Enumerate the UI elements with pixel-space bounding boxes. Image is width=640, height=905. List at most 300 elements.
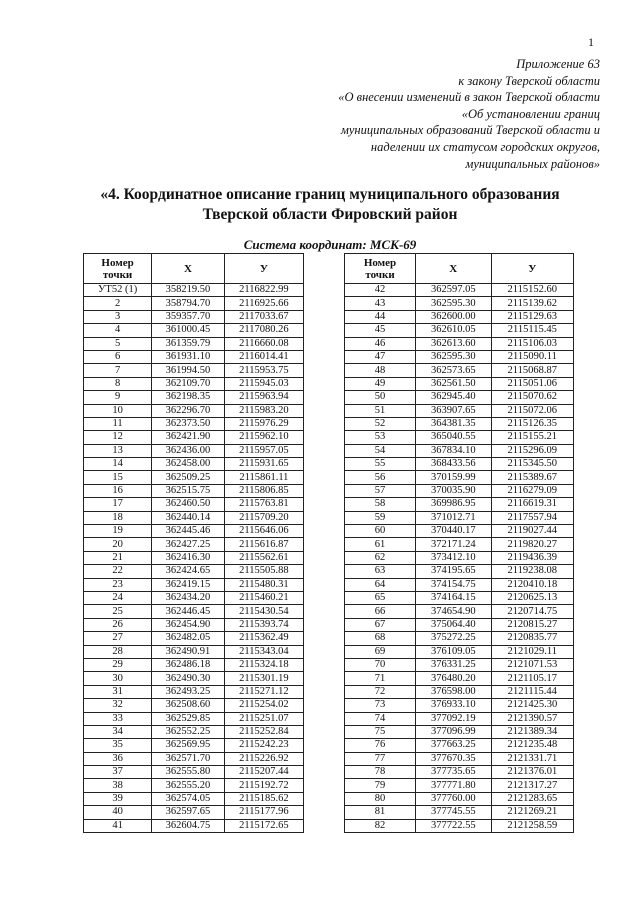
cell-x: 377663.25 [415, 739, 491, 752]
cell-x: 370035.90 [415, 484, 491, 497]
cell-y: 2115963.94 [224, 391, 303, 404]
table-header-row [84, 254, 304, 284]
appendix-line: муниципальных образований Тверской области и [340, 123, 600, 138]
cell-point-number: 68 [345, 632, 416, 645]
cell-point-number: 55 [345, 458, 416, 471]
cell-x: 362440.14 [152, 511, 225, 524]
cell-y: 2115976.29 [224, 417, 303, 430]
cell-x: 362446.45 [152, 605, 225, 618]
cell-x: 362427.25 [152, 538, 225, 551]
cell-y: 2116660.08 [224, 337, 303, 350]
cell-point-number: 61 [345, 538, 416, 551]
table-row [84, 819, 304, 832]
cell-point-number: 73 [345, 699, 416, 712]
cell-point-number: 34 [84, 725, 152, 738]
table-row [84, 739, 304, 752]
table-row [345, 578, 574, 591]
cell-x: 362421.90 [152, 431, 225, 444]
cell-y: 2115177.96 [224, 806, 303, 819]
cell-y: 2115152.60 [491, 284, 573, 297]
header-x: X [152, 254, 225, 284]
table-row [345, 391, 574, 404]
cell-point-number: 62 [345, 551, 416, 564]
table-body [84, 284, 304, 833]
table-row [345, 766, 574, 779]
cell-x: 362561.50 [415, 377, 491, 390]
cell-x: 362574.05 [152, 792, 225, 805]
cell-point-number: 54 [345, 444, 416, 457]
table-row [84, 337, 304, 350]
header-number-line: Номер [363, 256, 397, 269]
cell-y: 2115185.62 [224, 792, 303, 805]
cell-x: 362486.18 [152, 658, 225, 671]
table-row [84, 725, 304, 738]
cell-point-number: 82 [345, 819, 416, 832]
cell-x: 358794.70 [152, 297, 225, 310]
cell-x: 362610.05 [415, 324, 491, 337]
cell-point-number: 52 [345, 417, 416, 430]
cell-y: 2119027.44 [491, 525, 573, 538]
cell-point-number: 48 [345, 364, 416, 377]
cell-x: 361359.79 [152, 337, 225, 350]
appendix-line: наделении их статусом городских округов, [370, 139, 600, 154]
header-y: У [224, 254, 303, 284]
cell-y: 2120625.13 [491, 591, 573, 604]
table-row [345, 618, 574, 631]
cell-x: 369986.95 [415, 498, 491, 511]
cell-y: 2115271.12 [224, 685, 303, 698]
page-number: 1 [588, 35, 594, 49]
cell-point-number: 38 [84, 779, 152, 792]
cell-y: 2115139.62 [491, 297, 573, 310]
cell-point-number: 43 [345, 297, 416, 310]
cell-y: 2115226.92 [224, 752, 303, 765]
table-row [345, 417, 574, 430]
cell-point-number: 77 [345, 752, 416, 765]
cell-y: 2121029.11 [491, 645, 573, 658]
cell-y: 2115252.84 [224, 725, 303, 738]
appendix-line: «О внесении изменений в закон Тверской области [338, 90, 600, 105]
cell-point-number: 46 [345, 337, 416, 350]
cell-x: 365040.55 [415, 431, 491, 444]
cell-point-number: 8 [84, 377, 152, 390]
cell-point-number: 9 [84, 391, 152, 404]
cell-y: 2115172.65 [224, 819, 303, 832]
cell-point-number: 78 [345, 766, 416, 779]
cell-y: 2115072.06 [491, 404, 573, 417]
table-row [345, 471, 574, 484]
table-row [84, 444, 304, 457]
cell-y: 2115192.72 [224, 779, 303, 792]
cell-x: 374154.75 [415, 578, 491, 591]
table-row [84, 792, 304, 805]
table-row [84, 498, 304, 511]
cell-point-number: 27 [84, 632, 152, 645]
cell-x: 374195.65 [415, 565, 491, 578]
table-row [84, 565, 304, 578]
table-row [84, 431, 304, 444]
cell-point-number: 53 [345, 431, 416, 444]
cell-x: 362597.65 [152, 806, 225, 819]
header-x: X [415, 254, 491, 284]
table-row [84, 618, 304, 631]
cell-x: 376933.10 [415, 699, 491, 712]
cell-y: 2121390.57 [491, 712, 573, 725]
table-row [345, 645, 574, 658]
cell-x: 376331.25 [415, 658, 491, 671]
cell-y: 2115763.81 [224, 498, 303, 511]
header-number-line: точки [365, 268, 395, 281]
cell-y: 2115393.74 [224, 618, 303, 631]
coordinates-table-right [344, 253, 574, 833]
cell-x: 377760.00 [415, 792, 491, 805]
cell-y: 2119436.39 [491, 551, 573, 564]
cell-y: 2121425.30 [491, 699, 573, 712]
cell-y: 2115953.75 [224, 364, 303, 377]
cell-x: 362419.15 [152, 578, 225, 591]
cell-point-number: 14 [84, 458, 152, 471]
cell-x: 377092.19 [415, 712, 491, 725]
cell-y: 2115129.63 [491, 310, 573, 323]
cell-point-number: 59 [345, 511, 416, 524]
table-row [84, 284, 304, 297]
table-row [345, 444, 574, 457]
cell-x: 368433.56 [415, 458, 491, 471]
cell-x: 362493.25 [152, 685, 225, 698]
cell-point-number: 4 [84, 324, 152, 337]
cell-y: 2115957.05 [224, 444, 303, 457]
cell-y: 2115460.21 [224, 591, 303, 604]
cell-point-number: 37 [84, 766, 152, 779]
table-row [84, 417, 304, 430]
cell-point-number: 47 [345, 350, 416, 363]
cell-x: 362509.25 [152, 471, 225, 484]
cell-x: 362573.65 [415, 364, 491, 377]
cell-point-number: 60 [345, 525, 416, 538]
cell-point-number: 63 [345, 565, 416, 578]
table-row [84, 525, 304, 538]
cell-y: 2115562.61 [224, 551, 303, 564]
cell-point-number: 72 [345, 685, 416, 698]
table-row [345, 739, 574, 752]
cell-point-number: 23 [84, 578, 152, 591]
cell-x: 362595.30 [415, 297, 491, 310]
cell-y: 2120410.18 [491, 578, 573, 591]
cell-y: 2115616.87 [224, 538, 303, 551]
cell-point-number: 71 [345, 672, 416, 685]
cell-point-number: 28 [84, 645, 152, 658]
table-row [345, 324, 574, 337]
cell-point-number: 13 [84, 444, 152, 457]
cell-x: 375064.40 [415, 618, 491, 631]
cell-point-number: 2 [84, 297, 152, 310]
cell-y: 2121071.53 [491, 658, 573, 671]
cell-x: 372171.24 [415, 538, 491, 551]
cell-point-number: 64 [345, 578, 416, 591]
table-row [84, 350, 304, 363]
cell-y: 2115296.09 [491, 444, 573, 457]
cell-y: 2115324.18 [224, 658, 303, 671]
table-row [84, 591, 304, 604]
cell-x: 362529.85 [152, 712, 225, 725]
cell-x: 367834.10 [415, 444, 491, 457]
cell-y: 2115709.20 [224, 511, 303, 524]
cell-x: 362458.00 [152, 458, 225, 471]
cell-x: 373412.10 [415, 551, 491, 564]
cell-y: 2115242.23 [224, 739, 303, 752]
table-row [84, 484, 304, 497]
table-row [345, 632, 574, 645]
cell-y: 2117557.94 [491, 511, 573, 524]
cell-point-number: 44 [345, 310, 416, 323]
cell-x: 374164.15 [415, 591, 491, 604]
coordinates-table-left [83, 253, 304, 833]
cell-x: 364381.35 [415, 417, 491, 430]
cell-y: 2115362.49 [224, 632, 303, 645]
table-row [84, 364, 304, 377]
cell-y: 2120835.77 [491, 632, 573, 645]
cell-point-number: 29 [84, 658, 152, 671]
header-point-number [345, 254, 416, 284]
cell-x: 375272.25 [415, 632, 491, 645]
appendix-line: к закону Тверской области [458, 73, 600, 88]
cell-point-number: 58 [345, 498, 416, 511]
cell-y: 2121317.27 [491, 779, 573, 792]
cell-x: 362569.95 [152, 739, 225, 752]
table-row [84, 310, 304, 323]
table-row [84, 752, 304, 765]
cell-x: 371012.71 [415, 511, 491, 524]
cell-y: 2121105.17 [491, 672, 573, 685]
table-row [345, 310, 574, 323]
cell-point-number: 31 [84, 685, 152, 698]
cell-point-number: 51 [345, 404, 416, 417]
table-row [84, 658, 304, 671]
appendix-line: Приложение 63 [516, 57, 600, 71]
cell-point-number: 32 [84, 699, 152, 712]
cell-x: 363907.65 [415, 404, 491, 417]
cell-y: 2115115.45 [491, 324, 573, 337]
cell-point-number: 30 [84, 672, 152, 685]
cell-y: 2115070.62 [491, 391, 573, 404]
header-point-number [84, 254, 152, 284]
table-row [345, 337, 574, 350]
table-row [84, 779, 304, 792]
cell-y: 2115068.87 [491, 364, 573, 377]
cell-y: 2115962.10 [224, 431, 303, 444]
table-row [84, 391, 304, 404]
table-row [345, 806, 574, 819]
cell-y: 2115090.11 [491, 350, 573, 363]
table-row [345, 672, 574, 685]
cell-point-number: 33 [84, 712, 152, 725]
cell-point-number: 80 [345, 792, 416, 805]
cell-y: 2116279.09 [491, 484, 573, 497]
table-row [345, 404, 574, 417]
cell-point-number: 81 [345, 806, 416, 819]
cell-y: 2115480.31 [224, 578, 303, 591]
cell-x: 361994.50 [152, 364, 225, 377]
cell-x: 362445.46 [152, 525, 225, 538]
cell-y: 2115806.85 [224, 484, 303, 497]
cell-x: 362604.75 [152, 819, 225, 832]
cell-y: 2115126.35 [491, 417, 573, 430]
cell-y: 2120815.27 [491, 618, 573, 631]
table-row [345, 350, 574, 363]
cell-x: 370440.17 [415, 525, 491, 538]
table-row [84, 551, 304, 564]
cell-y: 2115051.06 [491, 377, 573, 390]
table-row [345, 792, 574, 805]
cell-point-number: 18 [84, 511, 152, 524]
cell-point-number: УТ52 (1) [84, 284, 152, 297]
cell-y: 2116619.31 [491, 498, 573, 511]
cell-x: 361000.45 [152, 324, 225, 337]
cell-point-number: 7 [84, 364, 152, 377]
cell-x: 362416.30 [152, 551, 225, 564]
cell-point-number: 24 [84, 591, 152, 604]
table-row [345, 525, 574, 538]
cell-point-number: 22 [84, 565, 152, 578]
cell-x: 362613.60 [415, 337, 491, 350]
cell-point-number: 42 [345, 284, 416, 297]
table-row [84, 672, 304, 685]
cell-x: 362597.05 [415, 284, 491, 297]
cell-x: 376598.00 [415, 685, 491, 698]
cell-y: 2121283.65 [491, 792, 573, 805]
cell-x: 377735.65 [415, 766, 491, 779]
cell-point-number: 25 [84, 605, 152, 618]
table-row [345, 819, 574, 832]
appendix-line: «Об установлении границ [461, 106, 600, 121]
cell-y: 2119820.27 [491, 538, 573, 551]
cell-x: 362454.90 [152, 618, 225, 631]
cell-y: 2115931.65 [224, 458, 303, 471]
table-row [84, 632, 304, 645]
table-row [345, 551, 574, 564]
cell-y: 2115983.20 [224, 404, 303, 417]
cell-y: 2115646.06 [224, 525, 303, 538]
table-row [345, 565, 574, 578]
table-row [345, 699, 574, 712]
cell-x: 362373.50 [152, 417, 225, 430]
table-row [84, 538, 304, 551]
cell-x: 362600.00 [415, 310, 491, 323]
appendix-note [270, 56, 600, 172]
table-row [345, 297, 574, 310]
cell-y: 2121258.59 [491, 819, 573, 832]
cell-x: 377771.80 [415, 779, 491, 792]
cell-x: 377096.99 [415, 725, 491, 738]
cell-point-number: 50 [345, 391, 416, 404]
cell-y: 2115301.19 [224, 672, 303, 685]
table-row [345, 752, 574, 765]
table-row [84, 578, 304, 591]
cell-point-number: 3 [84, 310, 152, 323]
cell-x: 362482.05 [152, 632, 225, 645]
cell-point-number: 49 [345, 377, 416, 390]
cell-y: 2121269.21 [491, 806, 573, 819]
cell-point-number: 66 [345, 605, 416, 618]
cell-x: 362198.35 [152, 391, 225, 404]
table-row [345, 377, 574, 390]
cell-point-number: 17 [84, 498, 152, 511]
cell-x: 362434.20 [152, 591, 225, 604]
cell-x: 362436.00 [152, 444, 225, 457]
table-body [345, 284, 574, 833]
table-row [84, 324, 304, 337]
cell-x: 362552.25 [152, 725, 225, 738]
document-heading [60, 185, 600, 225]
table-row [345, 364, 574, 377]
cell-point-number: 19 [84, 525, 152, 538]
cell-point-number: 69 [345, 645, 416, 658]
cell-y: 2115251.07 [224, 712, 303, 725]
table-row [84, 377, 304, 390]
table-row [345, 591, 574, 604]
cell-y: 2115155.21 [491, 431, 573, 444]
cell-point-number: 56 [345, 471, 416, 484]
cell-x: 362490.30 [152, 672, 225, 685]
cell-y: 2115945.03 [224, 377, 303, 390]
cell-point-number: 5 [84, 337, 152, 350]
table-row [84, 404, 304, 417]
table-row [345, 658, 574, 671]
table-row [84, 458, 304, 471]
cell-point-number: 26 [84, 618, 152, 631]
heading-line: Тверской области Фировский район [202, 206, 458, 223]
cell-x: 359357.70 [152, 310, 225, 323]
table-row [84, 511, 304, 524]
cell-x: 362109.70 [152, 377, 225, 390]
cell-x: 362555.20 [152, 779, 225, 792]
cell-x: 362296.70 [152, 404, 225, 417]
cell-y: 2115343.04 [224, 645, 303, 658]
cell-point-number: 20 [84, 538, 152, 551]
cell-y: 2116822.99 [224, 284, 303, 297]
cell-x: 361931.10 [152, 350, 225, 363]
table-row [84, 605, 304, 618]
cell-point-number: 12 [84, 431, 152, 444]
table-row [345, 538, 574, 551]
table-row [345, 779, 574, 792]
cell-point-number: 16 [84, 484, 152, 497]
table-row [345, 431, 574, 444]
cell-y: 2116014.41 [224, 350, 303, 363]
cell-x: 377670.35 [415, 752, 491, 765]
cell-x: 376480.20 [415, 672, 491, 685]
table-row [345, 725, 574, 738]
cell-point-number: 67 [345, 618, 416, 631]
table-row [345, 712, 574, 725]
cell-y: 2116925.66 [224, 297, 303, 310]
cell-point-number: 36 [84, 752, 152, 765]
cell-x: 362595.30 [415, 350, 491, 363]
cell-point-number: 57 [345, 484, 416, 497]
table-row [345, 685, 574, 698]
table-row [84, 806, 304, 819]
header-y: У [491, 254, 573, 284]
table-row [84, 699, 304, 712]
table-row [84, 297, 304, 310]
cell-point-number: 76 [345, 739, 416, 752]
cell-y: 2115345.50 [491, 458, 573, 471]
table-row [345, 605, 574, 618]
cell-point-number: 11 [84, 417, 152, 430]
cell-x: 362555.80 [152, 766, 225, 779]
cell-y: 2115430.54 [224, 605, 303, 618]
cell-y: 2121235.48 [491, 739, 573, 752]
